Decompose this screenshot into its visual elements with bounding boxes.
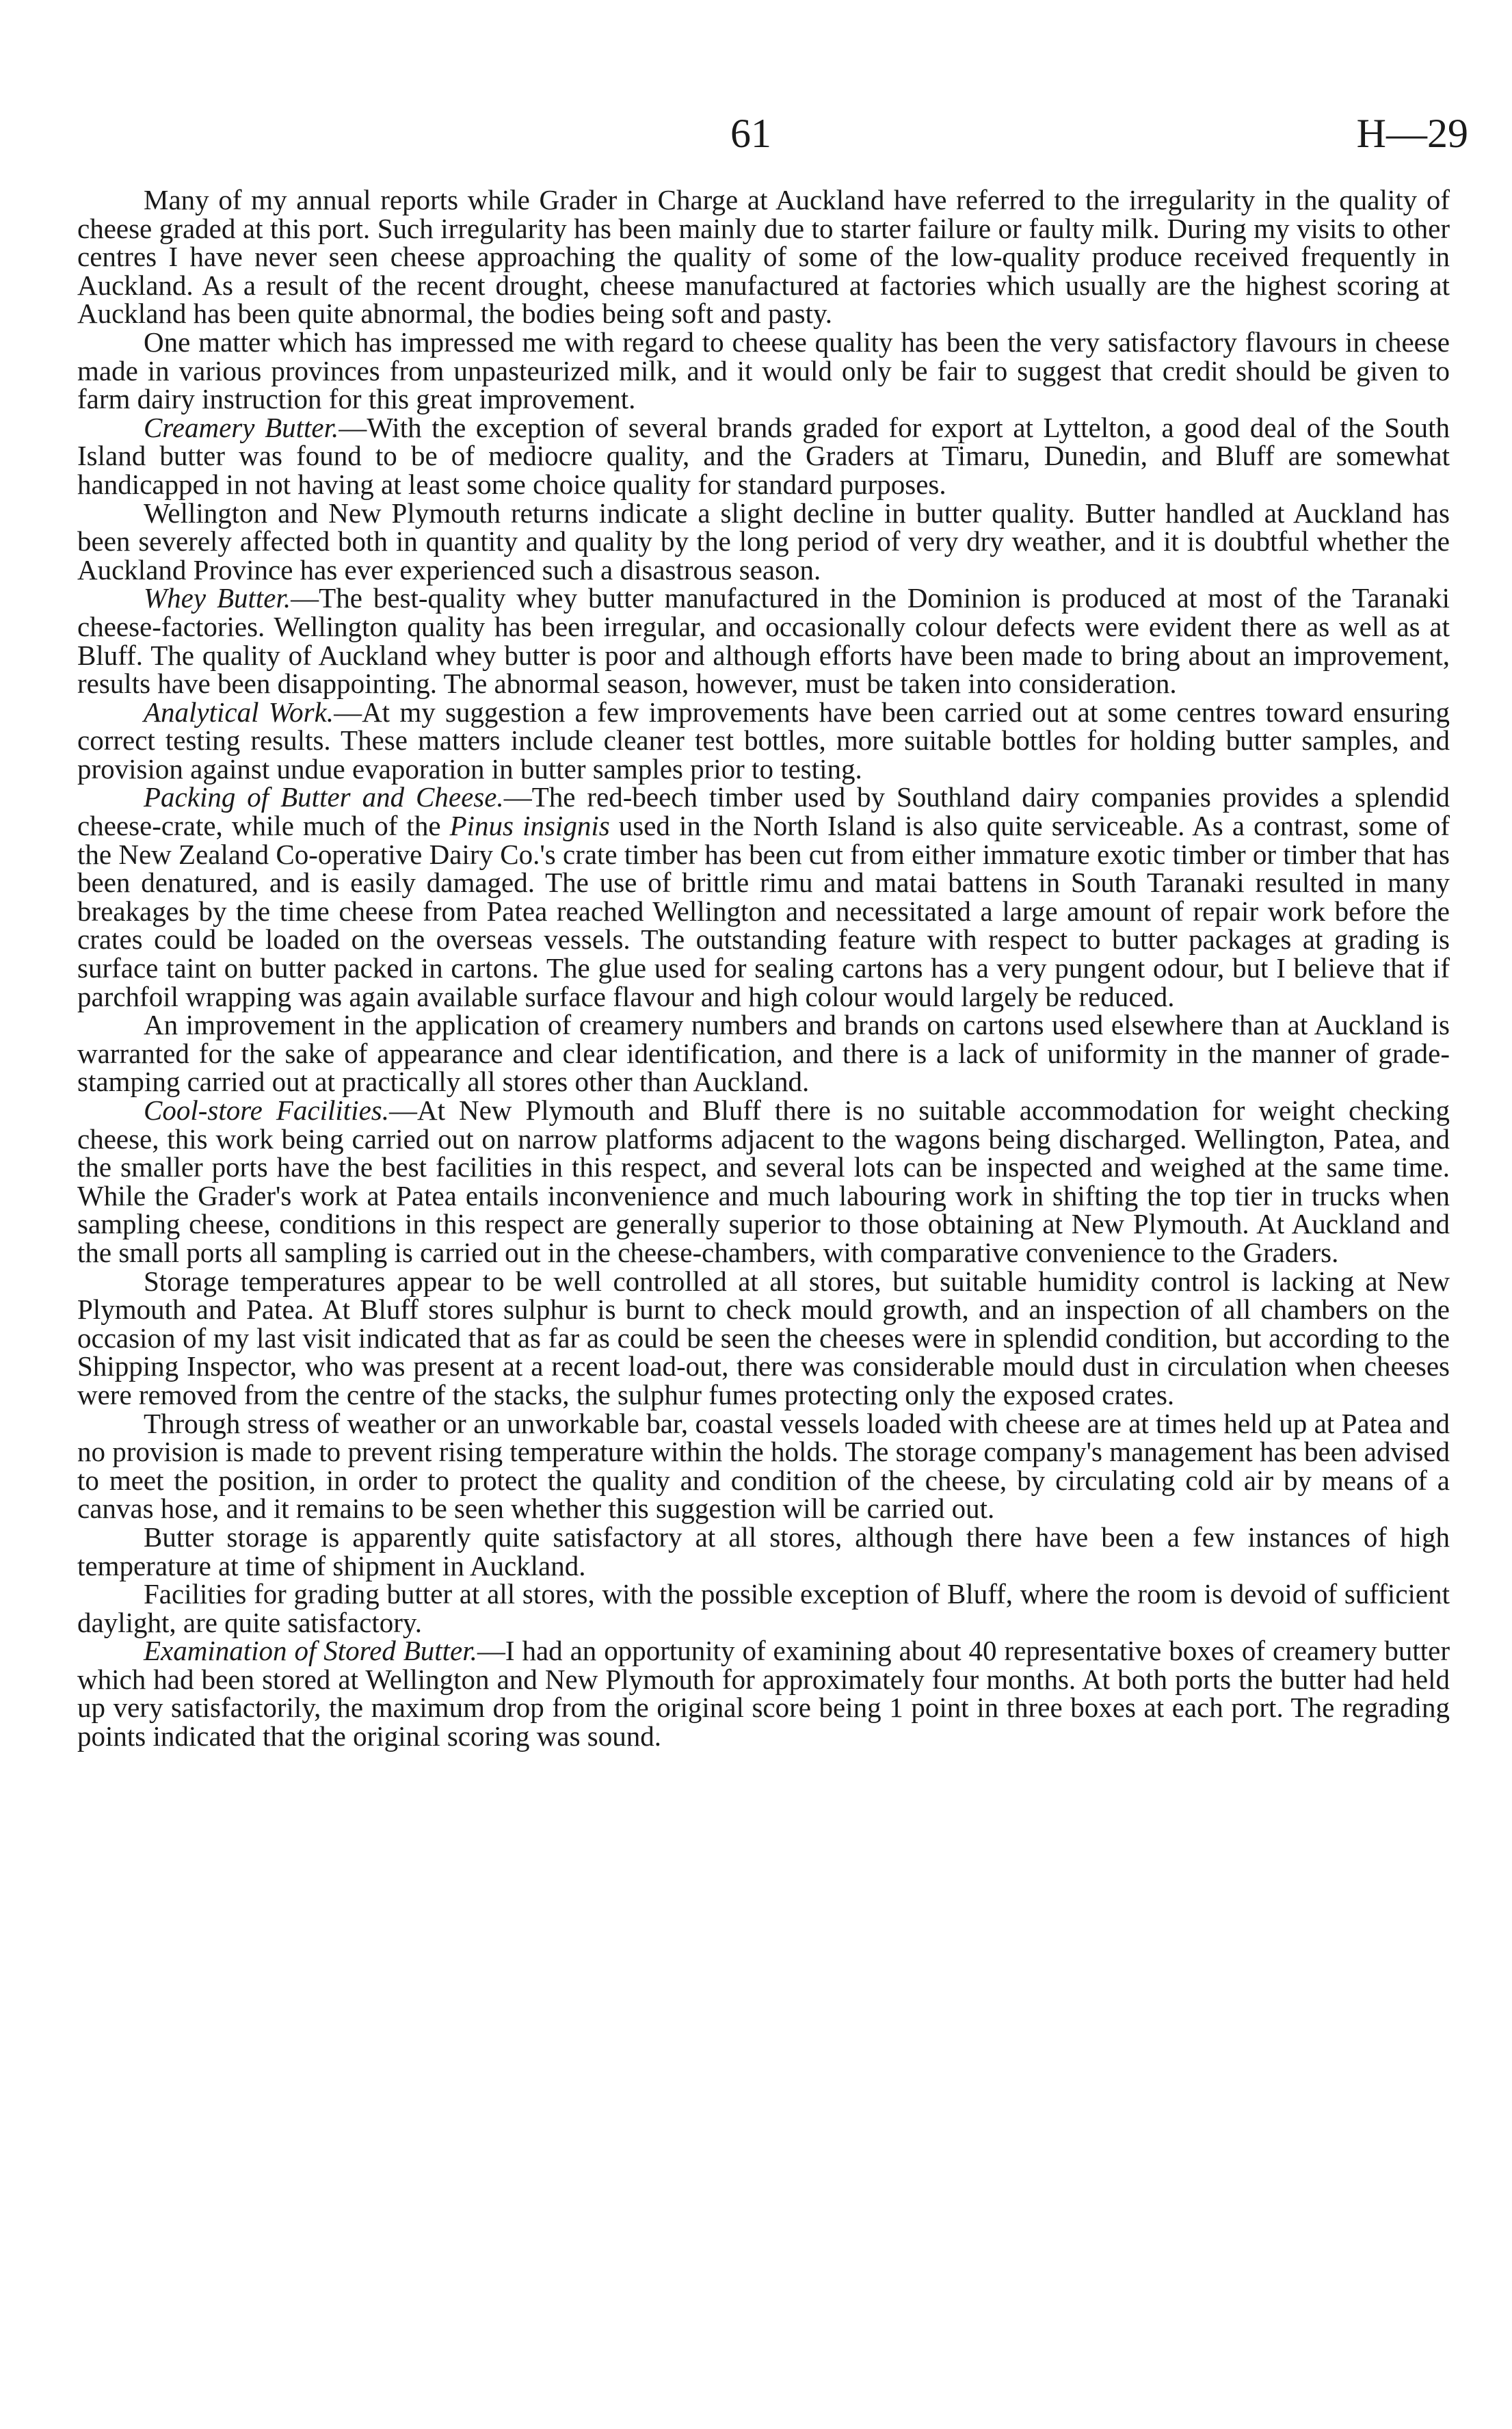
- paragraph-analytical-work: [77, 698, 1450, 784]
- paragraph-text: —I had an opportunity of examining about 40 representative boxes of creamery butter which had been stored at Wellington and New Plymouth for approximately four months. At both ports the butter had held up very satisfactorily, the maximum drop from the original score being 1 point in three boxes at each port. The regrading points indicated that the original scoring was sound.: [77, 1635, 1450, 1752]
- paragraph-grading-facilities: [77, 1580, 1450, 1637]
- page-header: [0, 103, 1512, 164]
- species-name: Pinus insignis: [449, 810, 610, 842]
- paragraph-cheese-flavours: [77, 328, 1450, 414]
- paragraph-whey-butter: [77, 584, 1450, 698]
- paragraph-heading: Examination of Stored Butter.: [144, 1635, 477, 1667]
- paragraph-cheese-irregularity: [77, 186, 1450, 328]
- paragraph-text: —At New Plymouth and Bluff there is no suitable accommodation for weight checking cheese, this work being carried out on narrow platforms adjacent to the wagons being discharged. Wellington, Patea, and the smaller ports have the best facilities in this respect, and several lots can be inspected and weighed at the same time. While the Grader's work at Patea entails inconvenience and much labouring work in shifting the top tier in trucks when sampling cheese, conditions in this respect are generally superior to those obtaining at New Plymouth. At Auckland and the small ports all sampling is carried out in the cheese-chambers, with comparative convenience to the Graders.: [77, 1094, 1450, 1268]
- paragraph-heading: Packing of Butter and Cheese.: [144, 781, 504, 813]
- paragraph-text: One matter which has impressed me with regard to cheese quality has been the very satisfactory flavours in cheese made in various provinces from unpasteurized milk, and it would only be fair to suggest that credit should be given to farm dairy instruction for this great improvement.: [77, 326, 1450, 415]
- paragraph-text: Facilities for grading butter at all stores, with the possible exception of Bluff, where the room is devoid of sufficient daylight, are quite satisfactory.: [77, 1578, 1450, 1638]
- paragraph-text: —With the exception of several brands graded for export at Lyttelton, a good deal of the South Island butter was found to be of mediocre quality, and the Graders at Timaru, Dunedin, and Bluff are somewhat handicapped in not having at least some choice quality for standard purposes.: [77, 411, 1450, 500]
- paragraph-carton-branding: [77, 1011, 1450, 1097]
- paragraph-packing: [77, 783, 1450, 1011]
- paragraph-creamery-butter: [77, 411, 1450, 500]
- paragraph-text: —The best-quality whey butter manufactured in the Dominion is produced at most of the Taranaki cheese-factories. Wellington quality has been irregular, and occasionally colour defects were evident there as well as at Bluff. The quality of Auckland whey butter is poor and although efforts have been made to bring about an improvement, results have been disappointing. The abnormal season, however, must be taken into consideration.: [77, 582, 1450, 700]
- paragraph-storage-temperatures: [77, 1265, 1450, 1410]
- paragraph-text: —The red-beech timber used by Southland dairy companies provides a splendid cheese-crate, while much of the Pinus insignis used in the North Island is also quite serviceable. As a contrast, some of the New Zealand Co-operative Dairy Co.'s crate timber has been cut from either immature exotic timber or timber that has been denatured, and is easily damaged. The use of brittle rimu and matai battens in South Taranaki resulted in many breakages by the time cheese from Patea reached Wellington and necessitated a large amount of repair work before the crates could be loaded on the overseas vessels. The outstanding feature with respect to butter packages at grading is surface taint on butter packed in cartons. The glue used for sealing cartons has a very pungent odour, but I believe that if parchfoil wrapping was again available surface flavour and high colour would largely be reduced.: [77, 781, 1450, 1012]
- paragraph-text: Many of my annual reports while Grader in Charge at Auckland have referred to the irregularity in the quality of cheese graded at this port. Such irregularity has been mainly due to starter failure or faulty milk. During my visits to other centres I have never seen cheese approaching the quality of some of the low-quality produce received frequently in Auckland. As a result of the recent drought, cheese manufactured at factories which usually are the highest scoring at Auckland has been quite abnormal, the bodies being soft and pasty.: [77, 184, 1450, 330]
- paragraph-butter-storage: [77, 1523, 1450, 1580]
- paragraph-heading: Whey Butter.: [144, 582, 291, 614]
- paragraph-heading: Analytical Work.: [144, 696, 334, 728]
- paragraph-heading: Cool-store Facilities.: [144, 1094, 389, 1126]
- paragraph-text: Storage temperatures appear to be well controlled at all stores, but suitable humidity control is lacking at New Plymouth and Patea. At Bluff stores sulphur is burnt to check mould growth, and an inspection of all chambers on the occasion of my last visit indicated that as far as could be seen the cheeses were in splendid condition, but according to the Shipping Inspector, who was present at a recent load-out, there was considerable mould dust in circulation when cheeses were removed from the centre of the stacks, the sulphur fumes protecting only the exposed crates.: [77, 1265, 1450, 1410]
- paragraph-heading: Creamery Butter.: [144, 411, 339, 443]
- paragraph-text: An improvement in the application of creamery numbers and brands on cartons used elsewhere than at Auckland is warranted for the sake of appearance and clear identification, and there is a lack of uniformity in the manner of grade-stamping carried out at practically all stores other than Auckland.: [77, 1009, 1450, 1098]
- body-text: [77, 186, 1450, 1751]
- paragraph-butter-quality-decline: [77, 499, 1450, 585]
- paragraph-cool-store-facilities: [77, 1094, 1450, 1268]
- paragraph-text: Wellington and New Plymouth returns indicate a slight decline in butter quality. Butter handled at Auckland has been severely affected both in quantity and quality by the long period of very dry weather, and it is doubtful whether the Auckland Province has ever experienced such a disastrous season.: [77, 497, 1450, 586]
- paragraph-text: —At my suggestion a few improvements have been carried out at some centres toward ensuring correct testing results. These matters include cleaner test bottles, more suitable bottles for holding butter samples, and provision against undue evaporation in butter samples prior to testing.: [77, 696, 1450, 785]
- paragraph-coastal-vessels: [77, 1407, 1450, 1525]
- paragraph-stored-butter: [77, 1637, 1450, 1750]
- paragraph-text: Butter storage is apparently quite satisfactory at all stores, although there have been a few instances of high temperature at time of shipment in Auckland.: [77, 1521, 1450, 1581]
- page-number: 61: [730, 111, 771, 156]
- document-code: H—29: [1356, 111, 1468, 156]
- paragraph-text: Through stress of weather or an unworkable bar, coastal vessels loaded with cheese are at times held up at Patea and no provision is made to prevent rising temperature within the holds. The storage company's management has been advised to meet the position, in order to protect the quality and condition of the cheese, by circulating cold air by means of a canvas hose, and it remains to be seen whether this suggestion will be carried out.: [77, 1407, 1450, 1525]
